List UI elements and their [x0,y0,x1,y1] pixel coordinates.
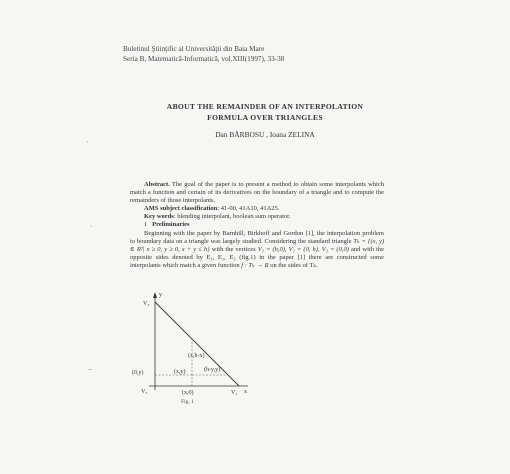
margin-mark-2: · [90,222,93,231]
triangle-hypotenuse [155,302,239,386]
abstract-heading: Abstract. [144,181,170,188]
vertices-definition: V₁ = (h,0), V₂ = (0, h), V₃ = (0,0) [257,245,349,253]
figure-caption: Fig. 1 [181,399,195,405]
paper-body [130,181,384,270]
y-axis-label: y [159,292,162,298]
vertex-v1-label: V₁ [231,390,238,396]
title-line-2: FORMULA OVER TRIANGLES [207,113,323,122]
y-axis-arrow [153,292,157,298]
point-hy-y-label: (h-y,y) [204,367,221,373]
ams-heading: AMS subject classification [144,205,218,213]
title-line-1: ABOUT THE REMAINDER OF AN INTERPOLATION [166,102,364,111]
vertex-v3-label: V₃ [141,389,148,395]
keywords-heading: Key words [144,213,174,221]
paper-title [100,101,430,123]
section-number: 1 [144,221,148,229]
paragraph-part-3: and with the opposite sides denoted by E₁, E₂, E₃ (fig.1) in the paper [1] there are constructed some interpolants which match a given function [130,245,385,269]
keywords-text: : blending interpolant, boolean sum operator. [173,213,291,221]
paragraph-part-1: Beginning with the paper by Barnhill, Birkhoff and Gordon [1], the interpolation problem to boundary data on a triangle was largely studied. Considering the standard triangle [130,229,384,245]
paragraph-part-2: with the vertices [209,245,258,253]
point-0-y-label: (0,y) [132,370,144,376]
preliminaries-paragraph [130,230,384,270]
paragraph-part-4: on the sides of Tₕ. [268,261,318,269]
point-x-hx-label: (x,h-x) [188,353,205,359]
point-x-0-label: (x,0) [182,390,194,396]
figure-1-triangle [132,290,262,400]
journal-header [123,44,284,64]
authors: Dan BĂRBOSU , Ioana ZELINA [215,130,315,139]
margin-mark-3: – [88,364,92,373]
journal-name: Buletinul Ştiinţific al Universităţii din Baia Mare [123,45,265,53]
triangle-definition: Tₕ = {(x, y) ∈ R²| x ≥ 0, y ≥ 0, x + y ≤ h} [130,237,384,253]
point-x-y-label: (x,y) [174,369,186,375]
abstract [130,181,384,205]
journal-series: Seria B, Matematică-Informatică, vol.XIII(1997), 33-38 [123,55,285,63]
abstract-text: The goal of the paper is to present a method to obtain some interpolants which match a function and certain of its derivatives on the boundary of a triangle and to compute the remainders of those interpolants. [130,181,384,205]
function-definition: f : Tₕ → R [241,261,269,269]
ams-text: : 41-00, 41A10, 41A25. [217,205,280,213]
ams-classification [130,205,384,213]
keywords [130,213,384,221]
x-axis-label: x [244,389,247,395]
section-title: Preliminaries [152,221,190,229]
margin-mark-1: · [86,138,89,147]
section-heading [130,221,384,229]
vertex-v2-label: V₂ [143,301,150,307]
